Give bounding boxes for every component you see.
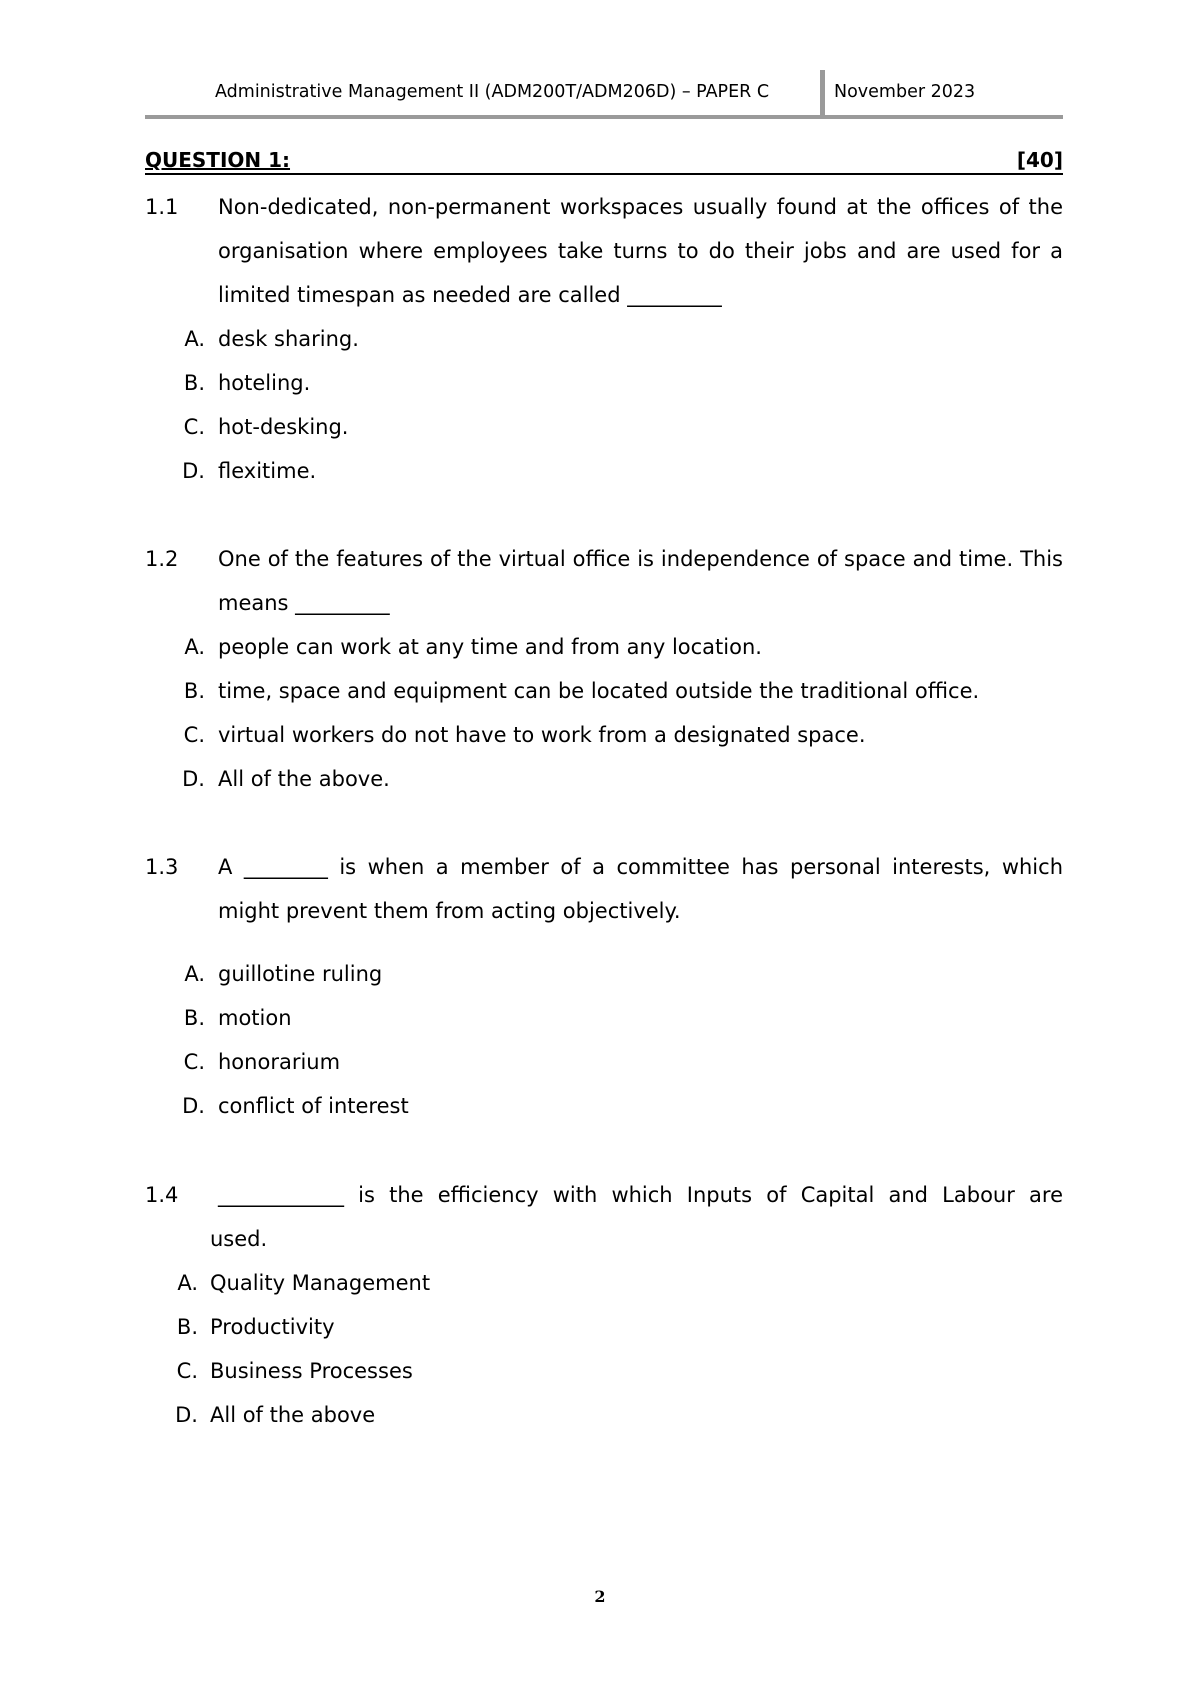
header-rule	[145, 115, 1063, 119]
option-letter: C.	[183, 723, 205, 747]
item-stem-line: might prevent them from acting objectively.	[218, 899, 681, 923]
option-letter: A.	[184, 327, 205, 351]
option-text: virtual workers do not have to work from a designated space.	[218, 723, 866, 747]
option-text: Productivity	[210, 1315, 335, 1339]
option-letter: D.	[182, 767, 205, 791]
option-text: conflict of interest	[218, 1094, 409, 1118]
question-title: QUESTION 1:	[145, 148, 291, 172]
option-letter: D.	[182, 459, 205, 483]
question-heading	[145, 148, 1063, 178]
option-letter: B.	[176, 1315, 198, 1339]
question-heading-rule	[145, 173, 1063, 175]
option-letter: A.	[184, 962, 205, 986]
option-letter: D.	[175, 1403, 198, 1427]
header-course-title: Administrative Management II (ADM200T/ADM206D) – PAPER C	[215, 82, 770, 102]
option-letter: A.	[184, 635, 205, 659]
item-stem-line: organisation where employees take turns to do their jobs and are used for a	[218, 239, 1063, 263]
page-number: 2	[594, 1587, 606, 1606]
item-stem-line: One of the features of the virtual office is independence of space and time. This	[218, 547, 1063, 571]
item-stem-line: means _________	[218, 591, 390, 615]
item-stem-line: ____________ is the efficiency with which Inputs of Capital and Labour are	[218, 1183, 1063, 1207]
item-stem-line: limited timespan as needed are called _________	[218, 283, 722, 307]
option-text: time, space and equipment can be located outside the traditional office.	[218, 679, 980, 703]
option-text: hot-desking.	[218, 415, 349, 439]
item-number: 1.4	[145, 1183, 179, 1207]
option-letter: D.	[182, 1094, 205, 1118]
option-letter: B.	[183, 1006, 205, 1030]
option-text: motion	[218, 1006, 292, 1030]
option-letter: B.	[183, 371, 205, 395]
option-letter: C.	[183, 1050, 205, 1074]
item-stem-line: A ________ is when a member of a committee has personal interests, which	[218, 855, 1063, 879]
option-letter: B.	[183, 679, 205, 703]
option-letter: A.	[177, 1271, 198, 1295]
option-letter: C.	[183, 415, 205, 439]
item-number: 1.3	[145, 855, 179, 879]
option-text: honorarium	[218, 1050, 341, 1074]
option-text: Quality Management	[210, 1271, 431, 1295]
option-letter: C.	[176, 1359, 198, 1383]
item-stem-line: used.	[210, 1227, 268, 1251]
option-text: desk sharing.	[218, 327, 359, 351]
option-text: Business Processes	[210, 1359, 413, 1383]
question-marks: [40]	[1016, 148, 1063, 172]
option-text: people can work at any time and from any location.	[218, 635, 762, 659]
page-header	[145, 70, 1063, 118]
item-stem-line: Non-dedicated, non-permanent workspaces usually found at the offices of the	[218, 195, 1063, 219]
option-text: All of the above	[210, 1403, 376, 1427]
option-text: flexitime.	[218, 459, 317, 483]
item-number: 1.2	[145, 547, 179, 571]
option-text: All of the above.	[218, 767, 390, 791]
header-divider	[820, 70, 825, 118]
header-date: November 2023	[834, 82, 976, 102]
option-text: hoteling.	[218, 371, 311, 395]
item-number: 1.1	[145, 195, 179, 219]
option-text: guillotine ruling	[218, 962, 383, 986]
